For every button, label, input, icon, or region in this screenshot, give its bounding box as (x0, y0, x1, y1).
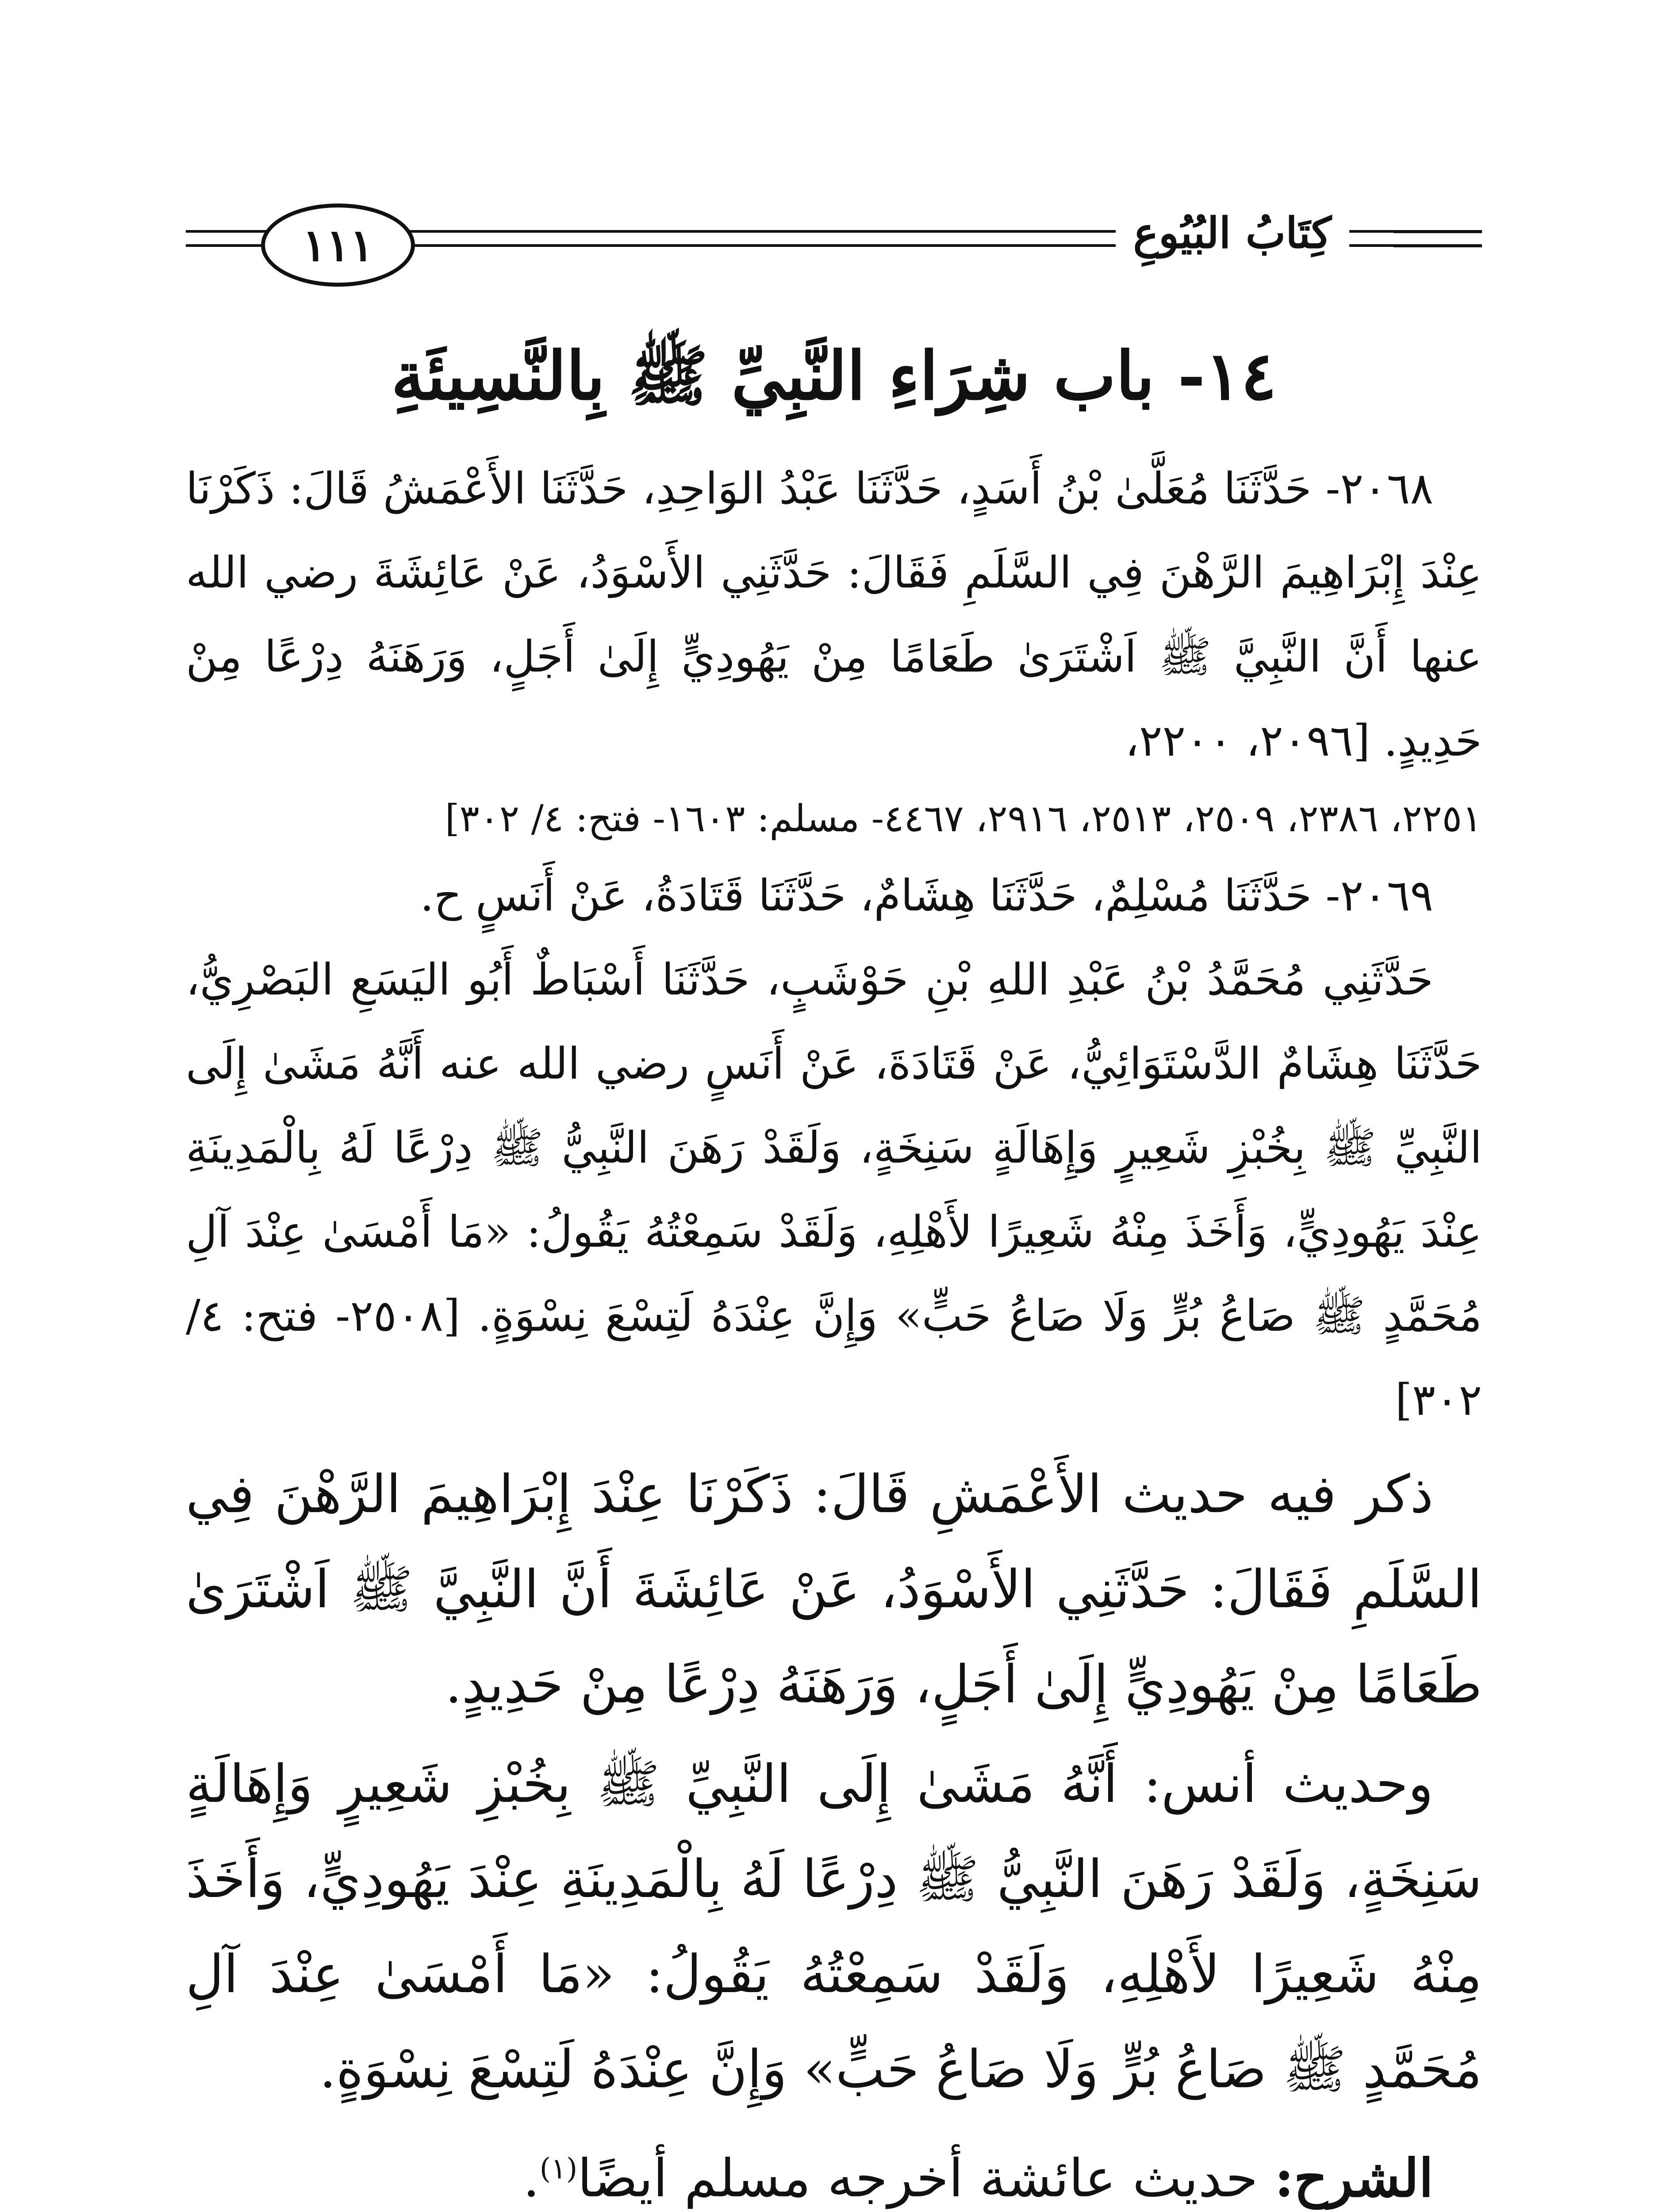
page-header (186, 195, 1482, 283)
hadith-2068-refs: ٢٢٥١، ٢٣٨٦، ٢٥٠٩، ٢٥١٣، ٢٩١٦، ٤٤٦٧- مسلم: ١٦٠٣- فتح: ٤/ ٣٠٢] (445, 797, 1482, 840)
book-title: كِتَابُ البُيُوعِ (1116, 208, 1349, 258)
footnote-ref-1[interactable]: (١) (539, 2152, 578, 2185)
header-ornament (1394, 230, 1482, 248)
hadith-2068-text: ٢٠٦٨- حَدَّثَنَا مُعَلَّىٰ بْنُ أَسَدٍ، حَدَّثَنَا عَبْدُ الوَاحِدِ، حَدَّثَنَا الأَعْمَشُ قَالَ: ذَكَرْنَا عِنْدَ إِبْرَاهِيمَ الرَّهْنَ فِي السَّلَمِ فَقَالَ: حَدَّثَنِي الأَسْوَدُ، عَنْ عَائِشَةَ رضي الله عنها أَنَّ النَّبِيَّ ﷺ اَشْتَرَىٰ طَعَامًا مِنْ يَهُودِيٍّ إِلَىٰ أَجَلٍ، وَرَهَنَهُ دِرْعًا مِنْ حَدِيدٍ. [٢٠٩٦، ٢٢٠٠، (186, 464, 1482, 766)
sharh-text: حديث عائشة أخرجه مسلم أيضًا (577, 2147, 1258, 2209)
commentary-anas: وحديث أنس: أَنَّهُ مَشَىٰ إِلَى النَّبِيِّ ﷺ بِخُبْزِ شَعِيرٍ وَإِهَالَةٍ سَنِخَةٍ، وَلَقَدْ رَهَنَ النَّبِيُّ ﷺ دِرْعًا لَهُ بِالْمَدِينَةِ عِنْدَ يَهُودِيٍّ، وَأَخَذَ مِنْهُ شَعِيرًا لأَهْلِهِ، وَلَقَدْ سَمِعْتُهُ يَقُولُ: «مَا أَمْسَىٰ عِنْدَ آلِ مُحَمَّدٍ ﷺ صَاعُ بُرٍّ وَلَا صَاعُ حَبٍّ» وَإِنَّ عِنْدَهُ لَتِسْعَ نِسْوَةٍ. (186, 1753, 1482, 2100)
page-number: ١١١ (261, 204, 415, 287)
page-body (186, 447, 1482, 2212)
sharh-label: الشرح: (1275, 2147, 1433, 2209)
sharh-end: . (523, 2147, 540, 2209)
commentary-aisha: ذكر فيه حديث الأَعْمَشِ قَالَ: ذَكَرْنَا عِنْدَ إِبْرَاهِيمَ الرَّهْنَ فِي السَّلَمِ فَقَالَ: حَدَّثَنِي الأَسْوَدُ، عَنْ عَائِشَةَ أَنَّ النَّبِيَّ ﷺ اَشْتَرَىٰ طَعَامًا مِنْ يَهُودِيٍّ إِلَىٰ أَجَلٍ، وَرَهَنَهُ دِرْعًا مِنْ حَدِيدٍ. (186, 1463, 1482, 1715)
commentary-sharh (186, 2121, 1482, 2212)
chapter-title: ١٤- باب شِرَاءِ النَّبِيِّ ﷺ بِالنَّسِيئَةِ (391, 337, 1277, 415)
hadith-2069-text: حَدَّثَنِي مُحَمَّدُ بْنُ عَبْدِ اللهِ بْنِ حَوْشَبٍ، حَدَّثَنَا أَسْبَاطٌ أَبُو اليَسَعِ البَصْرِيُّ، حَدَّثَنَا هِشَامٌ الدَّسْتَوَائِيُّ، عَنْ قَتَادَةَ، عَنْ أَنَسٍ رضي الله عنه أَنَّهُ مَشَىٰ إِلَى النَّبِيِّ ﷺ بِخُبْزِ شَعِيرٍ وَإِهَالَةٍ سَنِخَةٍ، وَلَقَدْ رَهَنَ النَّبِيُّ ﷺ دِرْعًا لَهُ بِالْمَدِينَةِ عِنْدَ يَهُودِيٍّ، وَأَخَذَ مِنْهُ شَعِيرًا لأَهْلِهِ، وَلَقَدْ سَمِعْتُهُ يَقُولُ: «مَا أَمْسَىٰ عِنْدَ آلِ مُحَمَّدٍ ﷺ صَاعُ بُرٍّ وَلَا صَاعُ حَبٍّ» وَإِنَّ عِنْدَهُ لَتِسْعَ نِسْوَةٍ. [٢٥٠٨- فتح: ٤/ ٣٠٢] (186, 955, 1482, 1425)
hadith-2069-isnad: ٢٠٦٩- حَدَّثَنَا مُسْلِمٌ، حَدَّثَنَا هِشَامٌ، حَدَّثَنَا قَتَادَةُ، عَنْ أَنَسٍ ح. (420, 871, 1433, 921)
